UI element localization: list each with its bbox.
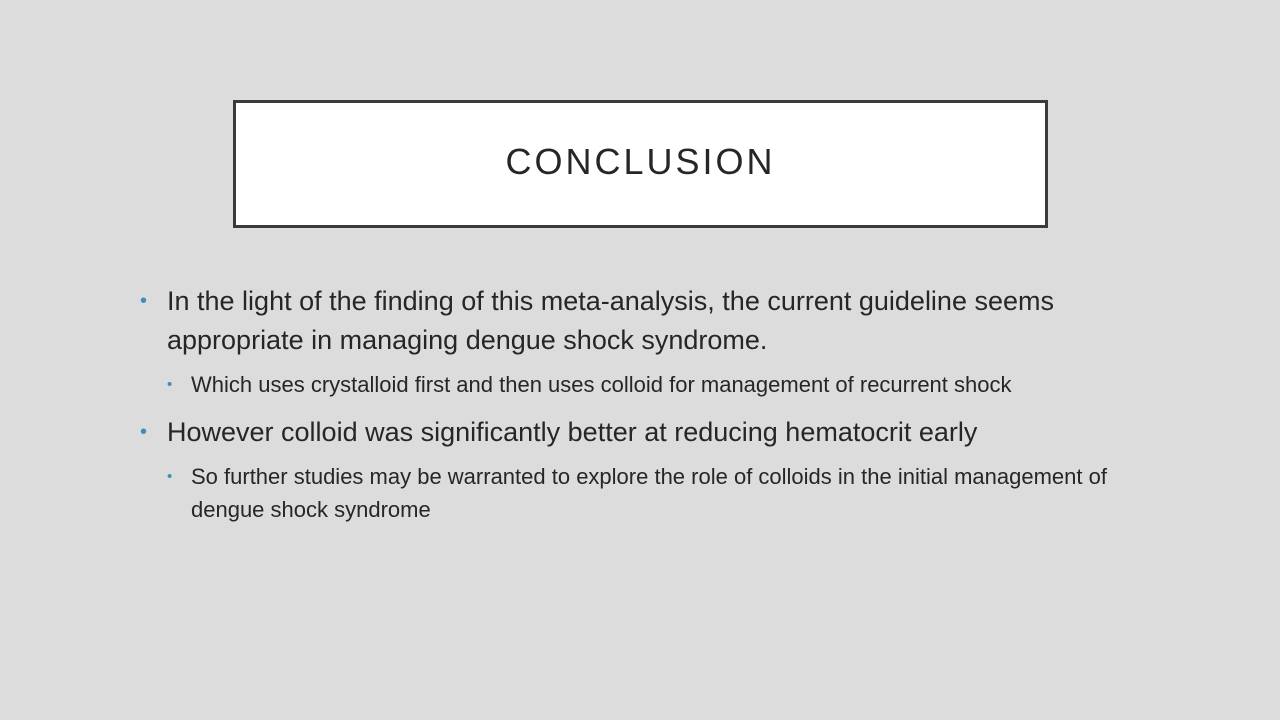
bullet-item [140,413,1140,452]
bullet-text: However colloid was significantly better at reducing hematocrit early [167,417,978,447]
sub-bullet-item [140,368,1140,401]
bullet-list [140,282,1140,538]
sub-bullet-item [140,460,1140,526]
bullet-dot-icon: • [167,468,173,485]
sub-bullet-text: Which uses crystalloid first and then uses colloid for management of recurrent shock [191,372,1012,397]
bullet-dot-icon: • [140,290,148,312]
bullet-item [140,282,1140,360]
bullet-dot-icon: • [140,421,148,443]
slide-title: CONCLUSION [505,141,776,182]
bullet-text: In the light of the finding of this meta-analysis, the current guideline seems appropriate in managing dengue shock syndrome. [167,286,1054,355]
sub-bullet-text: So further studies may be warranted to explore the role of colloids in the initial management of dengue shock syndrome [191,464,1107,522]
bullet-dot-icon: • [167,376,173,393]
title-box [233,100,1048,228]
